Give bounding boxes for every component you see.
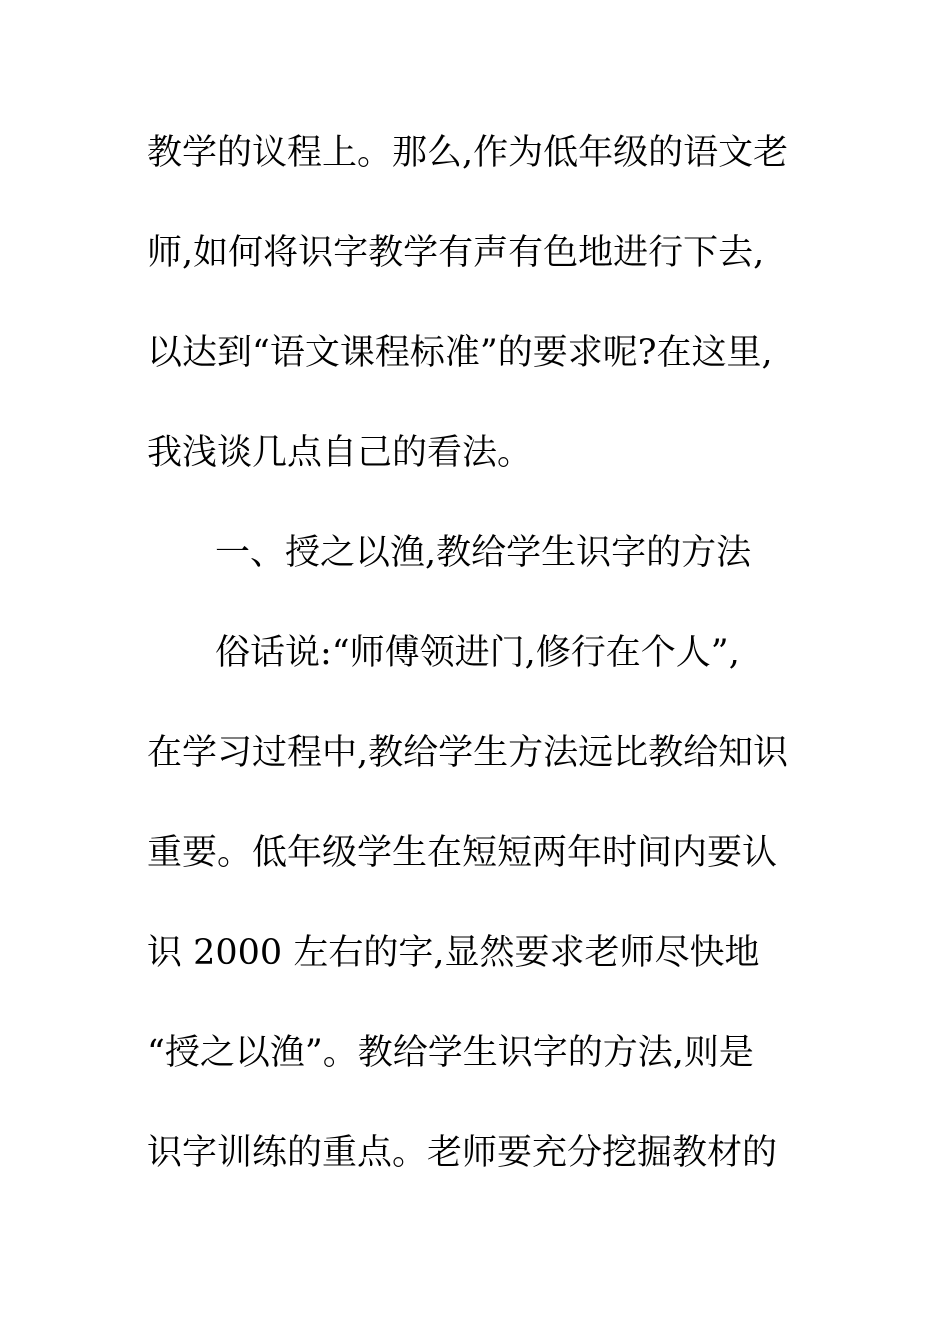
paragraph-line-10: “授之以渔”。教给学生识字的方法,则是	[147, 1033, 754, 1073]
paragraph-line-11: 识字训练的重点。老师要充分挖掘教材的	[147, 1133, 778, 1173]
paragraph-line-7: 在学习过程中,教给学生方法远比教给知识	[147, 733, 789, 773]
paragraph-line-9: 识 2000 左右的字,显然要求老师尽快地	[147, 933, 760, 973]
paragraph-line-2: 师,如何将识字教学有声有色地进行下去,	[147, 233, 765, 273]
paragraph-line-6: 俗话说:“师傅领进门,修行在个人”,	[215, 633, 740, 673]
section-heading: 一、授之以渔,教给学生识字的方法	[215, 533, 752, 573]
paragraph-line-1: 教学的议程上。那么,作为低年级的语文老	[147, 133, 789, 173]
paragraph-line-3: 以达到“语文课程标准”的要求呢?在这里,	[147, 333, 773, 373]
paragraph-line-8: 重要。低年级学生在短短两年时间内要认	[147, 833, 778, 873]
paragraph-line-4: 我浅谈几点自己的看法。	[147, 433, 533, 473]
